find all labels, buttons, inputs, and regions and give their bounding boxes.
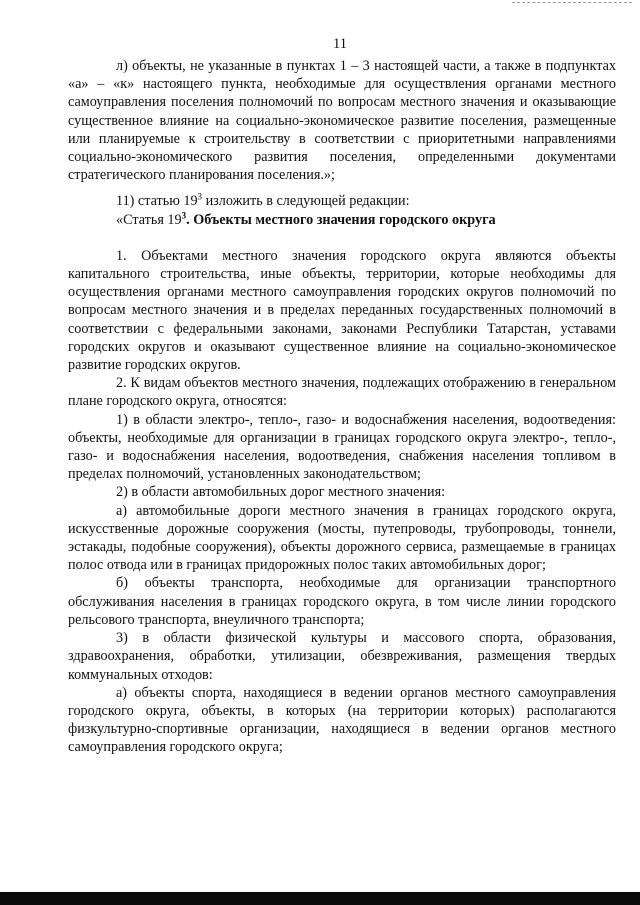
- amend-superscript: 3: [197, 191, 203, 202]
- amend-text-post: изложить в следующей редакции:: [202, 193, 410, 210]
- article-heading: [68, 211, 616, 229]
- article-heading-superscript: 3: [181, 209, 187, 220]
- paragraph-subitem-2: 2) в области автомобильных дорог местного значения:: [116, 484, 446, 501]
- paragraph-item-2: 2. К видам объектов местного значения, подлежащих отображению в генеральном плане городского округа, относятся:: [68, 375, 616, 410]
- article-heading-title: . Объекты местного значения городского округа: [186, 211, 496, 228]
- article-heading-pre: «Статья 19: [116, 211, 182, 228]
- paragraph-l-objects: л) объекты, не указанные в пунктах 1 – 3 настоящей части, а также в подпунктах «а» – «к» настоящего пункта, необходимые для осуществления органами местного самоуправления поселения полномочий по вопросам местного значения и оказывающие существенное влияние на социально-экономическое развитие поселения, размещенные или планируемые к строительству в соответствии с приоритетными направлениями социально-экономического развития поселения, определенными документами стратегического планирования поселения.»;: [68, 58, 616, 184]
- paragraph-amend-article: [68, 192, 616, 210]
- paragraph-subitem-3a: а) объекты спорта, находящиеся в ведении органов местного самоуправления городского округа, объекты, в которых (на территории которых) располагаются физкультурно-спортивные организации, находящиеся в ведении органов местного самоуправления городского округа;: [68, 684, 616, 756]
- paragraph-subitem-3: 3) в области физической культуры и массового спорта, образования, здравоохранения, обработки, утилизации, обезвреживания, размещения твердых коммунальных отходов:: [68, 630, 616, 683]
- document-body: [68, 57, 616, 757]
- paragraph-subitem-2b: б) объекты транспорта, необходимые для организации транспортного обслуживания населения в границах городского округа, в том числе линии городского рельсового транспорта, внеуличного транспорта;: [68, 575, 616, 628]
- amend-text-pre: 11) статью 19: [116, 193, 198, 210]
- scan-bottom-edge: [0, 892, 640, 905]
- page-number: 11: [333, 36, 347, 52]
- paragraph-subitem-2a: а) автомобильные дороги местного значения в границах городского округа, искусственные дорожные сооружения (мосты, путепроводы, трубопроводы, тоннели, эстакады, подобные сооружения), объекты дорожного сервиса, размещаемые в границах полос отвода или в границах придорожных полос таких автомобильных дорог;: [68, 502, 616, 574]
- scan-edge-line: [512, 2, 632, 4]
- paragraph-subitem-1: 1) в области электро-, тепло-, газо- и водоснабжения населения, водоотведения: объекты, необходимые для организации в границах городского округа электро-, тепло-, газо- и водоснабжения населения, водоотведения, снабжения населения топливом в пределах полномочий, установленных законодательством;: [68, 411, 616, 483]
- paragraph-item-1: 1. Объектами местного значения городского округа являются объекты капитального строительства, иные объекты, территории, которые необходимы для осуществления органами местного самоуправления городских округов полномочий по вопросам местного значения и в пределах переданных государственных полномочий в соответствии с федеральными законами, законами Республики Татарстан, уставами городских округов и оказывают существенное влияние на социально-экономическое развитие городских округов.: [68, 247, 616, 374]
